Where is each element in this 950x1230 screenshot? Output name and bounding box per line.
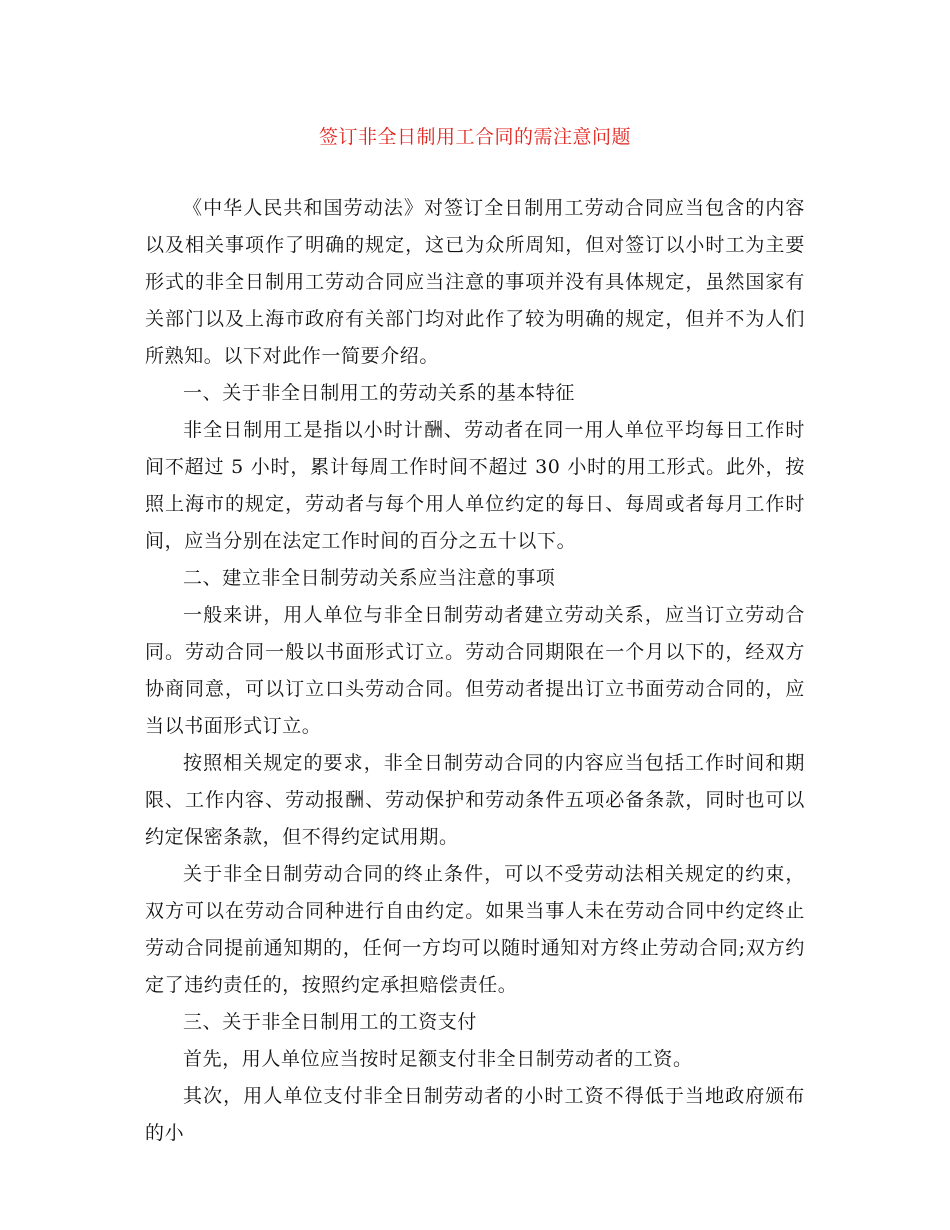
paragraph: 《中华人民共和国劳动法》对签订全日制用工劳动合同应当包含的内容以及相关事项作了明确的规定，这已为众所周知，但对签订以小时工为主要形式的非全日制用工劳动合同应当注意的事项并没有具体规定，虽然国家有关部门以及上海市政府有关部门均对此作了较为明确的规定，但并不为人们所熟知。以下对此作一简要介绍。	[145, 197, 805, 367]
paragraph: 关于非全日制劳动合同的终止条件，可以不受劳动法相关规定的约束，双方可以在劳动合同种进行自由约定。如果当事人未在劳动合同中约定终止劳动合同提前通知期的，任何一方均可以随时通知对方终止劳动合同;双方约定了违约责任的，按照约定承担赔偿责任。	[145, 863, 805, 996]
paragraph: 首先，用人单位应当按时足额支付非全日制劳动者的工资。	[183, 1048, 693, 1070]
paragraph: 非全日制用工是指以小时计酬、劳动者在同一用人单位平均每日工作时间不超过 5 小时，累计每周工作时间不超过 30 小时的用工形式。此外，按照上海市的规定，劳动者与每个用人单位约定的每日、每周或者每月工作时间，应当分别在法定工作时间的百分之五十以下。	[145, 419, 805, 552]
paragraph: 一般来讲，用人单位与非全日制劳动者建立劳动关系，应当订立劳动合同。劳动合同一般以书面形式订立。劳动合同期限在一个月以下的，经双方协商同意，可以订立口头劳动合同。但劳动者提出订立书面劳动合同的，应当以书面形式订立。	[145, 604, 805, 737]
section-heading: 一、关于非全日制用工的劳动关系的基本特征	[183, 382, 576, 404]
paragraph: 其次，用人单位支付非全日制劳动者的小时工资不得低于当地政府颁布的小	[145, 1085, 805, 1144]
section-heading: 三、关于非全日制用工的工资支付	[183, 1011, 478, 1033]
document-body	[145, 190, 805, 1152]
paragraph: 按照相关规定的要求，非全日制劳动合同的内容应当包括工作时间和期限、工作内容、劳动报酬、劳动保护和劳动条件五项必备条款，同时也可以约定保密条款，但不得约定试用期。	[145, 752, 805, 848]
document-title: 签订非全日制用工合同的需注意问题	[318, 126, 631, 148]
section-heading: 二、建立非全日制劳动关系应当注意的事项	[183, 567, 556, 589]
